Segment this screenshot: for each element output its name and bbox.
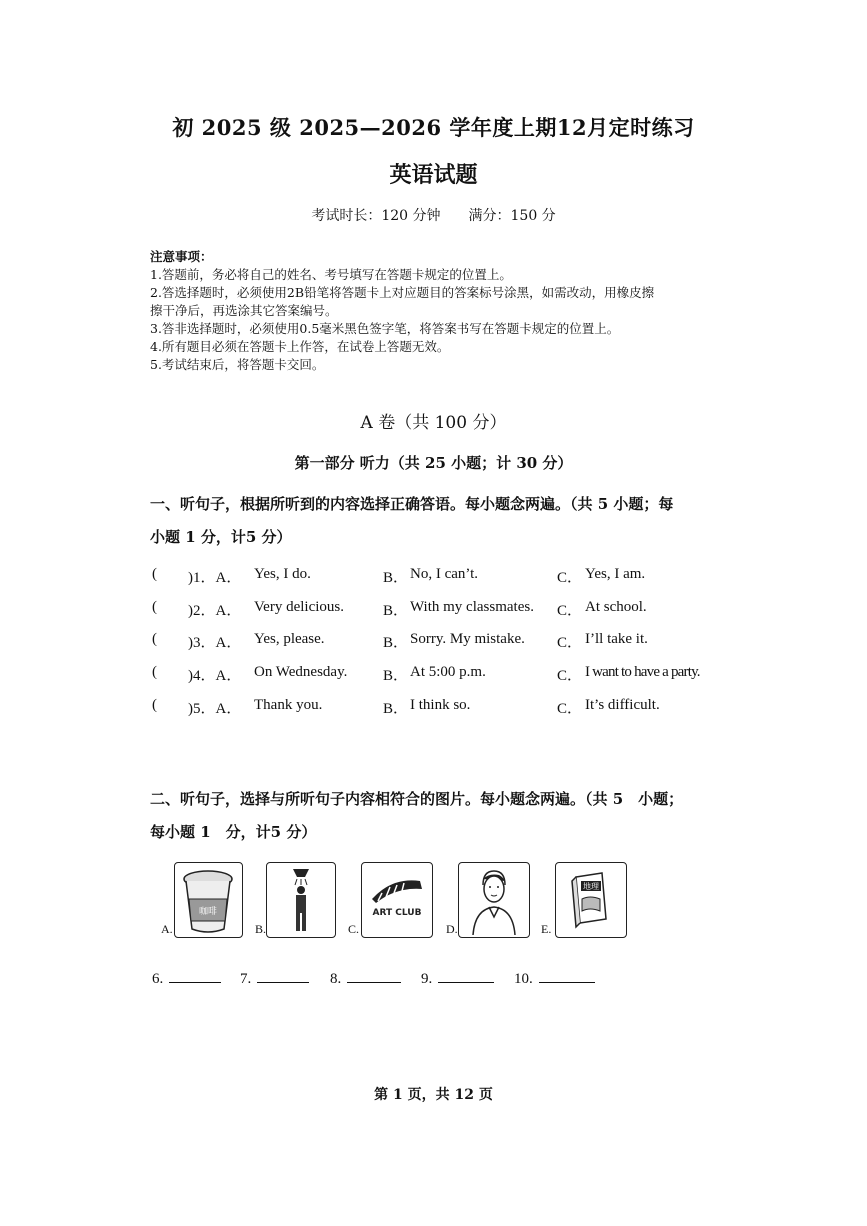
note-item: 擦干净后，再选涂其它答案编号。 [150, 303, 338, 318]
option-b-label: B． [383, 570, 409, 586]
option-c: At school. [585, 599, 647, 615]
section2-line2: 每小题 1 分，计5 分） [150, 823, 317, 841]
question-row [150, 566, 750, 594]
art-club-icon [361, 862, 433, 938]
note-item: 1.答题前，务必将自己的姓名、考号填写在答题卡规定的位置上。 [150, 267, 512, 282]
picture-label: C. [348, 922, 360, 936]
blank-number: 8. [330, 971, 342, 987]
question-number: )2．A． [188, 603, 242, 619]
answer-paren: ( [152, 566, 157, 582]
exam-title: 初 2025 级 2025—2026 学年度上期12月定时练习 [172, 115, 695, 140]
option-a: Very delicious. [254, 599, 344, 615]
coffee-cup-icon [174, 862, 243, 938]
blank-8[interactable] [330, 968, 401, 988]
cup-label: 咖啡 [198, 907, 218, 917]
option-b-label: B． [383, 668, 409, 684]
book-icon [555, 862, 627, 938]
question-row [150, 697, 750, 725]
section1-line1: 一、听句子，根据所听到的内容选择正确答语。每小题念两遍。（共 5 小题；每 [150, 495, 674, 513]
blank-number: 6. [152, 971, 164, 987]
option-c-label: C． [557, 603, 583, 619]
question-number: )5．A． [188, 701, 242, 717]
man-portrait-icon [458, 862, 530, 938]
section1-line2: 小题 1 分，计5 分） [150, 528, 292, 546]
option-a: On Wednesday. [254, 664, 348, 680]
option-a: Thank you. [254, 697, 323, 713]
option-b: With my classmates. [410, 599, 534, 615]
picture-options [160, 862, 640, 942]
option-c: Yes, I am. [585, 566, 646, 582]
blank-9[interactable] [421, 968, 494, 988]
option-c-label: C． [557, 570, 583, 586]
option-c: I want to have a party. [585, 664, 700, 680]
option-b-label: B． [383, 701, 409, 717]
part-title: 第一部分 听力（共 25 小题；计 30 分） [294, 454, 573, 472]
section2-instructions [150, 783, 730, 849]
answer-line[interactable] [438, 968, 494, 983]
question-row [150, 599, 750, 627]
art-club-text: ART CLUB [372, 908, 422, 918]
option-a: Yes, please. [254, 631, 325, 647]
note-item: 5.考试结束后，将答题卡交回。 [150, 357, 325, 372]
option-c-label: C． [557, 635, 583, 651]
question-row [150, 664, 750, 692]
answer-paren: ( [152, 664, 157, 680]
blank-10[interactable] [514, 968, 595, 988]
note-item: 3.答非选择题时，必须使用0.5毫米黑色签字笔，将答案书写在答题卡规定的位置上。 [150, 321, 620, 336]
answer-paren: ( [152, 697, 157, 713]
answer-paren: ( [152, 631, 157, 647]
note-item: 4.所有题目必须在答题卡上作答，在试卷上答题无效。 [150, 339, 450, 354]
notes-block [150, 248, 725, 374]
question-number: )1．A． [188, 570, 242, 586]
question-number: )4．A． [188, 668, 242, 684]
section2-line1: 二、听句子，选择与所听句子内容相符合的图片。每小题念两遍。（共 5 小题； [150, 790, 684, 808]
option-b: Sorry. My mistake. [410, 631, 525, 647]
blank-number: 10. [514, 971, 533, 987]
section1-instructions [150, 488, 730, 554]
picture-label: D. [446, 922, 458, 936]
blank-7[interactable] [240, 968, 309, 988]
option-c: I’ll take it. [585, 631, 648, 647]
blank-number: 7. [240, 971, 252, 987]
exam-info: 考试时长：120 分钟 满分：150 分 [311, 208, 556, 224]
volume-title: A 卷（共 100 分） [360, 413, 507, 433]
option-c-label: C． [557, 701, 583, 717]
option-b: No, I can’t. [410, 566, 479, 582]
shower-person-icon [266, 862, 336, 938]
answer-paren: ( [152, 599, 157, 615]
option-b: At 5:00 p.m. [410, 664, 486, 680]
option-a: Yes, I do. [254, 566, 311, 582]
answer-line[interactable] [347, 968, 401, 983]
page-footer: 第 1 页，共 12 页 [374, 1087, 493, 1103]
notes-heading: 注意事项： [150, 249, 213, 264]
blank-6[interactable] [152, 968, 221, 988]
option-c: It’s difficult. [585, 697, 660, 713]
picture-label: E. [541, 922, 552, 936]
exam-subject: 英语试题 [389, 162, 478, 188]
option-b-label: B． [383, 635, 409, 651]
option-b: I think so. [410, 697, 471, 713]
picture-label: A. [161, 922, 173, 936]
question-number: )3．A． [188, 635, 242, 651]
picture-label: B. [255, 922, 267, 936]
question-row [150, 631, 750, 659]
option-b-label: B． [383, 603, 409, 619]
answer-line[interactable] [257, 968, 309, 983]
answer-line[interactable] [539, 968, 595, 983]
note-item: 2.答选择题时，必须使用2B铅笔将答题卡上对应题目的答案标号涂黑，如需改动，用橡皮擦 [150, 285, 655, 300]
option-c-label: C． [557, 668, 583, 684]
blank-number: 9. [421, 971, 433, 987]
answer-line[interactable] [169, 968, 221, 983]
book-title: 地理 [583, 882, 599, 891]
